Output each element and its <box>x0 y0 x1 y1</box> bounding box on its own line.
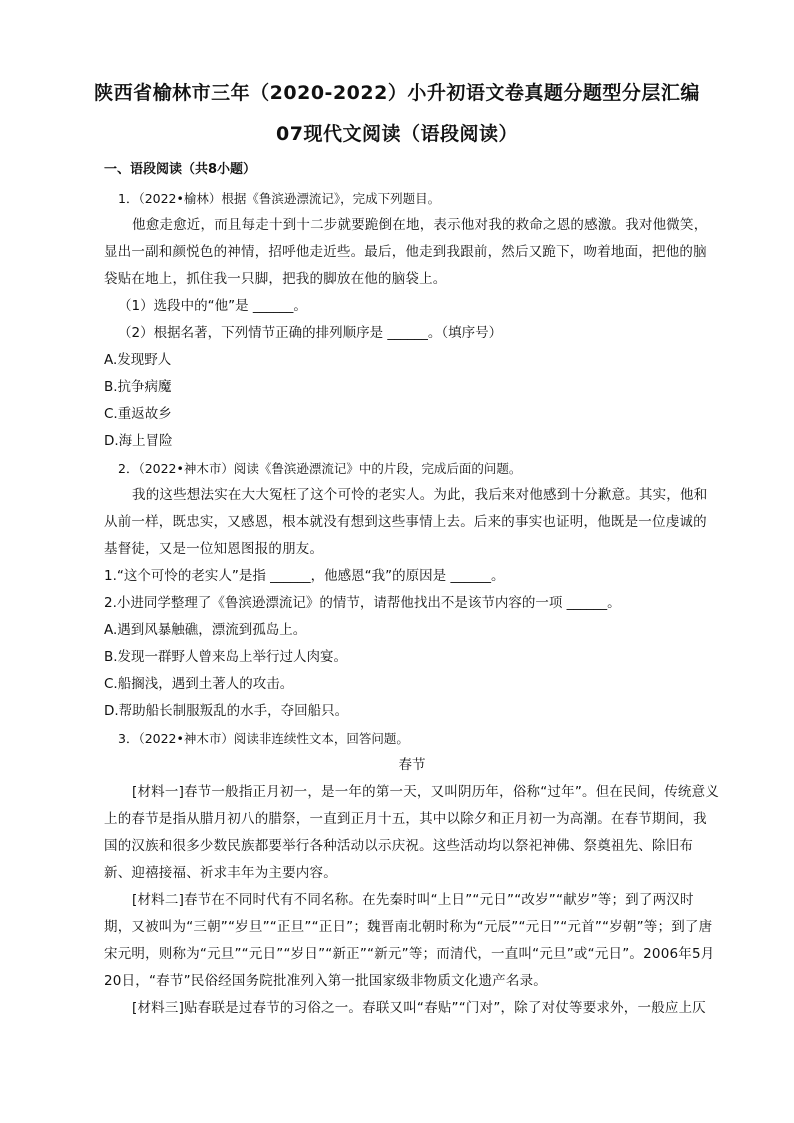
question-1-option-c: C.重返故乡 <box>104 406 172 422</box>
question-1-passage: 他愈走愈近，而且每走十到十二步就要跪倒在地，表示他对我的救命之恩的感激。我对他微笑，显出一副和颜悦色的神情，招呼他走近些。最后，他走到我跟前，然后又跪下，吻着地面，把他的脑袋贴在地上，抓住我一只脚，把我的脚放在他的脑袋上。 <box>104 217 708 287</box>
question-1-sub-2: （2）根据名著，下列情节正确的排列顺序是 ______。（填序号） <box>118 325 503 341</box>
question-2-option-b: B.发现一群野人曾来岛上举行过人肉宴。 <box>104 649 348 665</box>
document-subtitle: 07现代文阅读（语段阅读） <box>276 123 518 145</box>
question-2-sub-1: 1.“这个可怜的老实人”是指 ______，他感恩“我”的原因是 ______。 <box>104 568 505 584</box>
question-1-option-d: D.海上冒险 <box>104 433 173 449</box>
question-1-sub-1: （1）选段中的“他”是 ______。 <box>118 298 307 314</box>
question-1-option-b: B.抗争病魔 <box>104 379 172 395</box>
question-2-option-c: C.船搁浅，遇到土著人的攻击。 <box>104 676 294 692</box>
question-2-sub-2: 2.小进同学整理了《鲁滨逊漂流记》的情节，请帮他找出不是该节内容的一项 ______。 <box>104 595 621 611</box>
question-3-material-3: [材料三]贴春联是过春节的习俗之一。春联又叫“春贴”“门对”，除了对仗等要求外，一般应上仄 <box>132 1000 707 1016</box>
question-2-option-a: A.遇到风暴触礁，漂流到孤岛上。 <box>104 622 307 638</box>
question-3-stem: 3．（2022•神木市）阅读非连续性文本，回答问题。 <box>118 731 409 746</box>
question-2-passage: 我的这些想法实在大大冤枉了这个可怜的老实人。为此，我后来对他感到十分歉意。其实，他和从前一样，既忠实，又感恩，根本就没有想到这些事情上去。后来的事实也证明，他既是一位虔诚的基督徒，又是一位知恩图报的朋友。 <box>104 487 708 557</box>
question-2-stem: 2．（2022•神木市）阅读《鲁滨逊漂流记》中的片段，完成后面的问题。 <box>118 461 522 476</box>
question-2-option-d: D.帮助船长制服叛乱的水手，夺回船只。 <box>104 703 349 719</box>
question-3-material-2: [材料二]春节在不同时代有不同名称。在先秦时叫“上日”“元日”“改岁”“献岁”等；到了两汉时期，又被叫为“三朝”“岁旦”“正旦”“正日”；魏晋南北朝时称为“元辰”“元日”“元首”“岁朝”等；到了唐宋元明，则称为“元旦”“元日”“岁日”“新正”“新元”等；而清代，一直叫“元旦”或“元日”。2006年5月20日，“春节”民俗经国务院批准列入第一批国家级非物质文化遗产名录。 <box>104 892 715 989</box>
question-3-text-title: 春节 <box>398 757 426 773</box>
question-3-material-1: [材料一]春节一般指正月初一，是一年的第一天，又叫阴历年，俗称“过年”。但在民间，传统意义上的春节是指从腊月初八的腊祭，一直到正月十五，其中以除夕和正月初一为高潮。在春节期间，我国的汉族和很多少数民族都要举行各种活动以示庆祝。这些活动均以祭祀神佛、祭奠祖先、除旧布新、迎禧接福、祈求丰年为主要内容。 <box>104 784 720 881</box>
question-1-option-a: A.发现野人 <box>104 352 172 368</box>
document-title: 陕西省榆林市三年（2020-2022）小升初语文卷真题分题型分层汇编 <box>94 82 700 104</box>
section-heading: 一、语段阅读（共8小题） <box>104 162 257 177</box>
document-body <box>104 185 720 1022</box>
question-1-stem: 1．（2022•榆林）根据《鲁滨逊漂流记》，完成下列题目。 <box>118 191 441 206</box>
